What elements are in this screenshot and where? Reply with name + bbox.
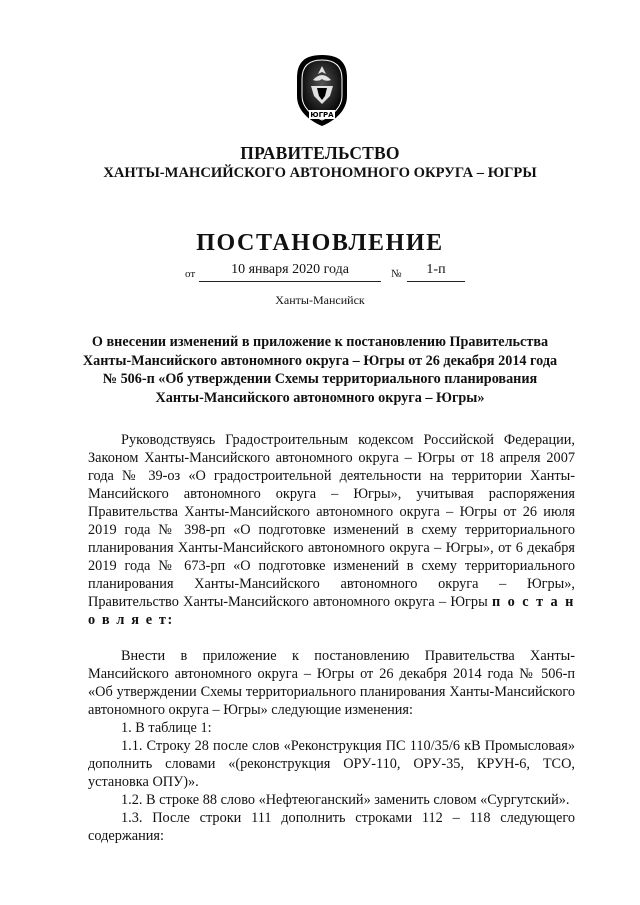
number-label: № <box>391 268 402 280</box>
preamble-text: Руководствуясь Градостроительным кодексом Российской Федерации, Законом Ханты-Мансийского автономного округа – Югры от 18 апреля 2007 года № 39-оз «О градостроительной деятельности на территории Ханты-Мансийского автономного округа – Югры», учитывая распоряжения Правительства Ханты-Мансийского автономного округа – Югры от 26 июля 2019 года № 398-рп «О подготовке изменений в схему территориального планирования Ханты-Мансийского автономного округа – Югры», от 6 декабря 2019 года № 673-рп «О подготовке изменений в схему территориального планирования Ханты-Мансийского автономного округа – Югры», Правительство Ханты-Мансийского автономного округа – Югры <box>88 432 575 610</box>
item-1: 1. В таблице 1: <box>121 720 212 736</box>
city: Ханты-Мансийск <box>275 293 365 307</box>
coat-of-arms-emblem <box>291 52 353 134</box>
item-1-3: 1.3. После строки 111 дополнить строками 112 – 118 следующего содержания: <box>88 810 575 844</box>
document-type: ПОСТАНОВЛЕНИЕ <box>196 230 444 256</box>
resolves-word: п о с т а н о в л я е т: <box>88 594 575 628</box>
date-number-line <box>185 262 485 284</box>
document-number: 1-п <box>407 262 465 282</box>
document-body <box>88 431 575 845</box>
document-date: 10 января 2020 года <box>199 262 381 282</box>
region-name: ХАНТЫ-МАНСИЙСКОГО АВТОНОМНОГО ОКРУГА – ЮГРЫ <box>103 165 537 181</box>
from-label: от <box>185 268 196 280</box>
government-title: ПРАВИТЕЛЬСТВО <box>240 143 400 163</box>
preamble-paragraph <box>88 431 575 629</box>
emblem-text: ЮГРА <box>310 111 334 119</box>
document-subject: О внесении изменений в приложение к постановлению Правительства Ханты-Мансийского автономного округа – Югры от 26 декабря 2014 года № 506-п «Об утверждении Схемы территориального планирования Ханты-Мансийского автономного округа – Югры» <box>82 334 558 406</box>
item-1-2: 1.2. В строке 88 слово «Нефтеюганский» заменить словом «Сургутский». <box>121 792 570 808</box>
intro-paragraph: Внести в приложение к постановлению Правительства Ханты-Мансийского автономного округа – Югры от 26 декабря 2014 года № 506-п «Об утверждении Схемы территориального планирования Ханты-Мансийского автономного округа – Югры» следующие изменения: <box>88 648 575 718</box>
item-1-1: 1.1. Строку 28 после слов «Реконструкция ПС 110/35/6 кВ Промысловая» дополнить словами «(реконструкция ОРУ-110, ОРУ-35, КРУН-6, ТСО, установка ОПУ)». <box>88 738 575 790</box>
